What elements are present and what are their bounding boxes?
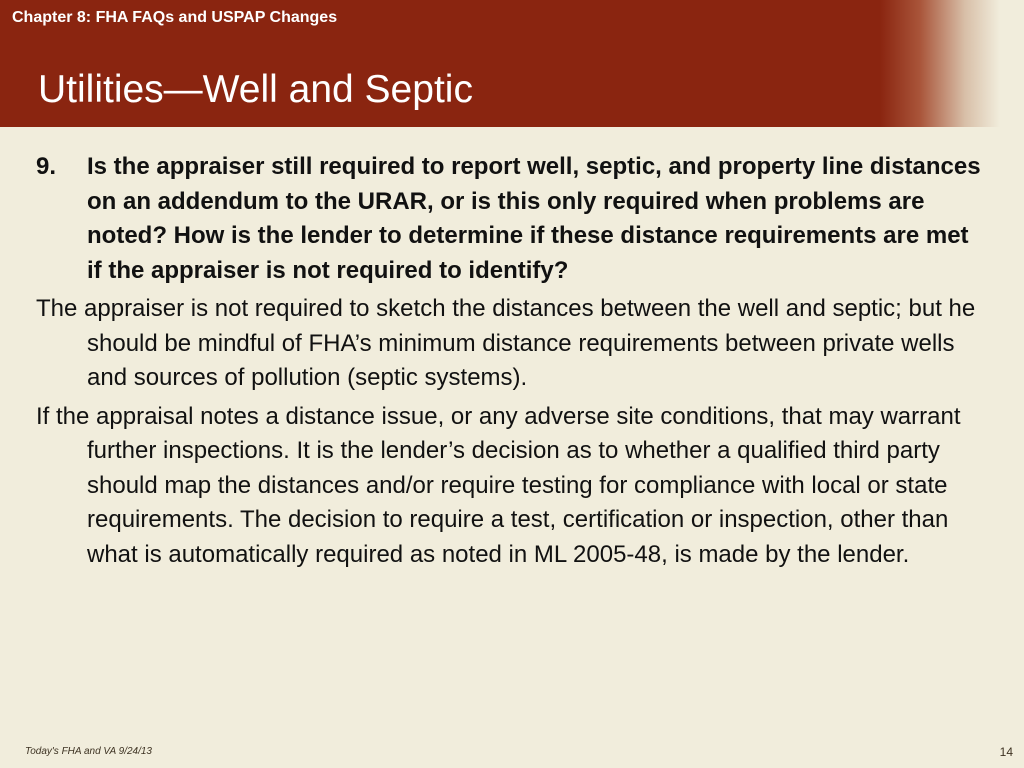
answer-paragraph-2: If the appraisal notes a distance issue, or any adverse site conditions, that may warrant further inspections. It is the lender’s decision as to whether a qualified third party should map the distances and/or require testing for compliance with local or state requirements. The decision to require a test, certification or inspection, other than what is automatically required as noted in ML 2005-48, is made by the lender. — [36, 402, 961, 568]
chapter-label: Chapter 8: FHA FAQs and USPAP Changes — [12, 9, 338, 26]
faq-question — [36, 150, 986, 288]
answer-paragraph-1: The appraiser is not required to sketch the distances between the well and septic; but he should be mindful of FHA’s minimum distance requirements between private wells and sources of pollution (septic systems). — [36, 295, 976, 391]
slide-title: Utilities—Well and Septic — [38, 68, 473, 111]
question-number: 9. — [36, 153, 57, 180]
question-text: Is the appraiser still required to report well, septic, and property line distances on an addendum to the URAR, or is this only required when problems are noted? How is the lender to determine if these distance requirements are met if the appraiser is not required to identify? — [87, 153, 981, 284]
page-number: 14 — [999, 745, 1013, 759]
slide-content — [36, 150, 986, 576]
slide-header — [0, 0, 1024, 127]
footer-course-label: Today's FHA and VA 9/24/13 — [25, 746, 152, 757]
